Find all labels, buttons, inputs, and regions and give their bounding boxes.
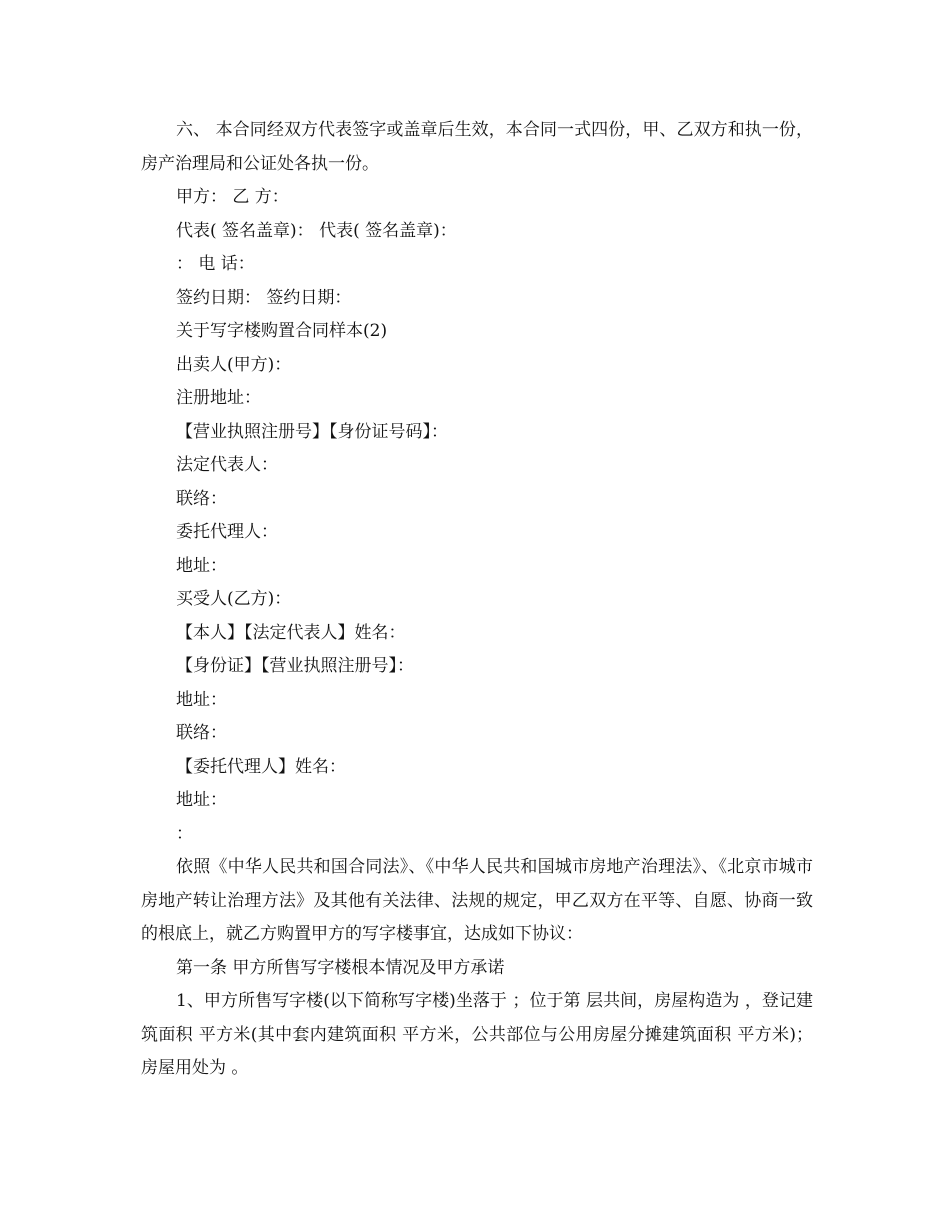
seller-license-id: 【营业执照注册号】【身份证号码】：	[176, 421, 448, 442]
signature-phone-line: ： 电 话：	[176, 254, 255, 274]
seller-legal-representative: 法定代表人：	[176, 455, 278, 475]
buyer-name: 【本人】【法定代表人】姓名：	[176, 622, 406, 643]
seller-agent: 委托代理人：	[176, 522, 278, 542]
article-one-item-one: 1、甲方所售写字楼(以下简称写字楼)坐落于 ；位于第 层共间，房屋构造为 ，登记建筑面积 平方米(其中套内建筑面积 平方米，公共部位与公用房屋分摊建筑面积 平方米)；房屋用处为 。	[141, 991, 813, 1078]
buyer-agent-address: 地址：	[176, 790, 227, 810]
seller-agent-address: 地址：	[176, 555, 227, 576]
signature-representative-line: 代表( 签名盖章)： 代表( 签名盖章)：	[176, 220, 457, 241]
seller-registered-address: 注册地址：	[176, 388, 261, 408]
contract-sample-title: 关于写字楼购置合同样本(2)	[176, 321, 388, 341]
clause-six-paragraph: 六、 本合同经双方代表签字或盖章后生效，本合同一式四份，甲、乙双方和执一份，房产治理局和公证处各执一份。	[141, 120, 813, 174]
buyer-id: 【身份证】【营业执照注册号】：	[176, 656, 414, 676]
seller-label: 出卖人(甲方)：	[176, 354, 292, 375]
legal-basis-paragraph: 依照《中华人民共和国合同法》、《中华人民共和国城市房地产治理法》、《北京市城市房地产转让治理方法》及其他有关法律、法规的规定，甲乙双方在平等、自愿、协商一致的根底上，就乙方购置甲方的写字楼事宜，达成如下协议：	[141, 857, 813, 944]
buyer-agent-name: 【委托代理人】姓名：	[176, 756, 346, 777]
article-one-heading: 第一条 甲方所售写字楼根本情况及甲方承诺	[176, 957, 505, 978]
buyer-contact: 联络：	[176, 723, 227, 743]
buyer-address: 地址：	[176, 689, 227, 710]
buyer-label: 买受人(乙方)：	[176, 589, 292, 609]
signature-party-line: 甲方： 乙 方：	[176, 187, 289, 207]
signature-date-line: 签约日期： 签约日期：	[176, 287, 352, 308]
seller-contact: 联络：	[176, 488, 227, 509]
blank-colon-line: ：	[176, 823, 193, 844]
document-body	[141, 114, 813, 1086]
